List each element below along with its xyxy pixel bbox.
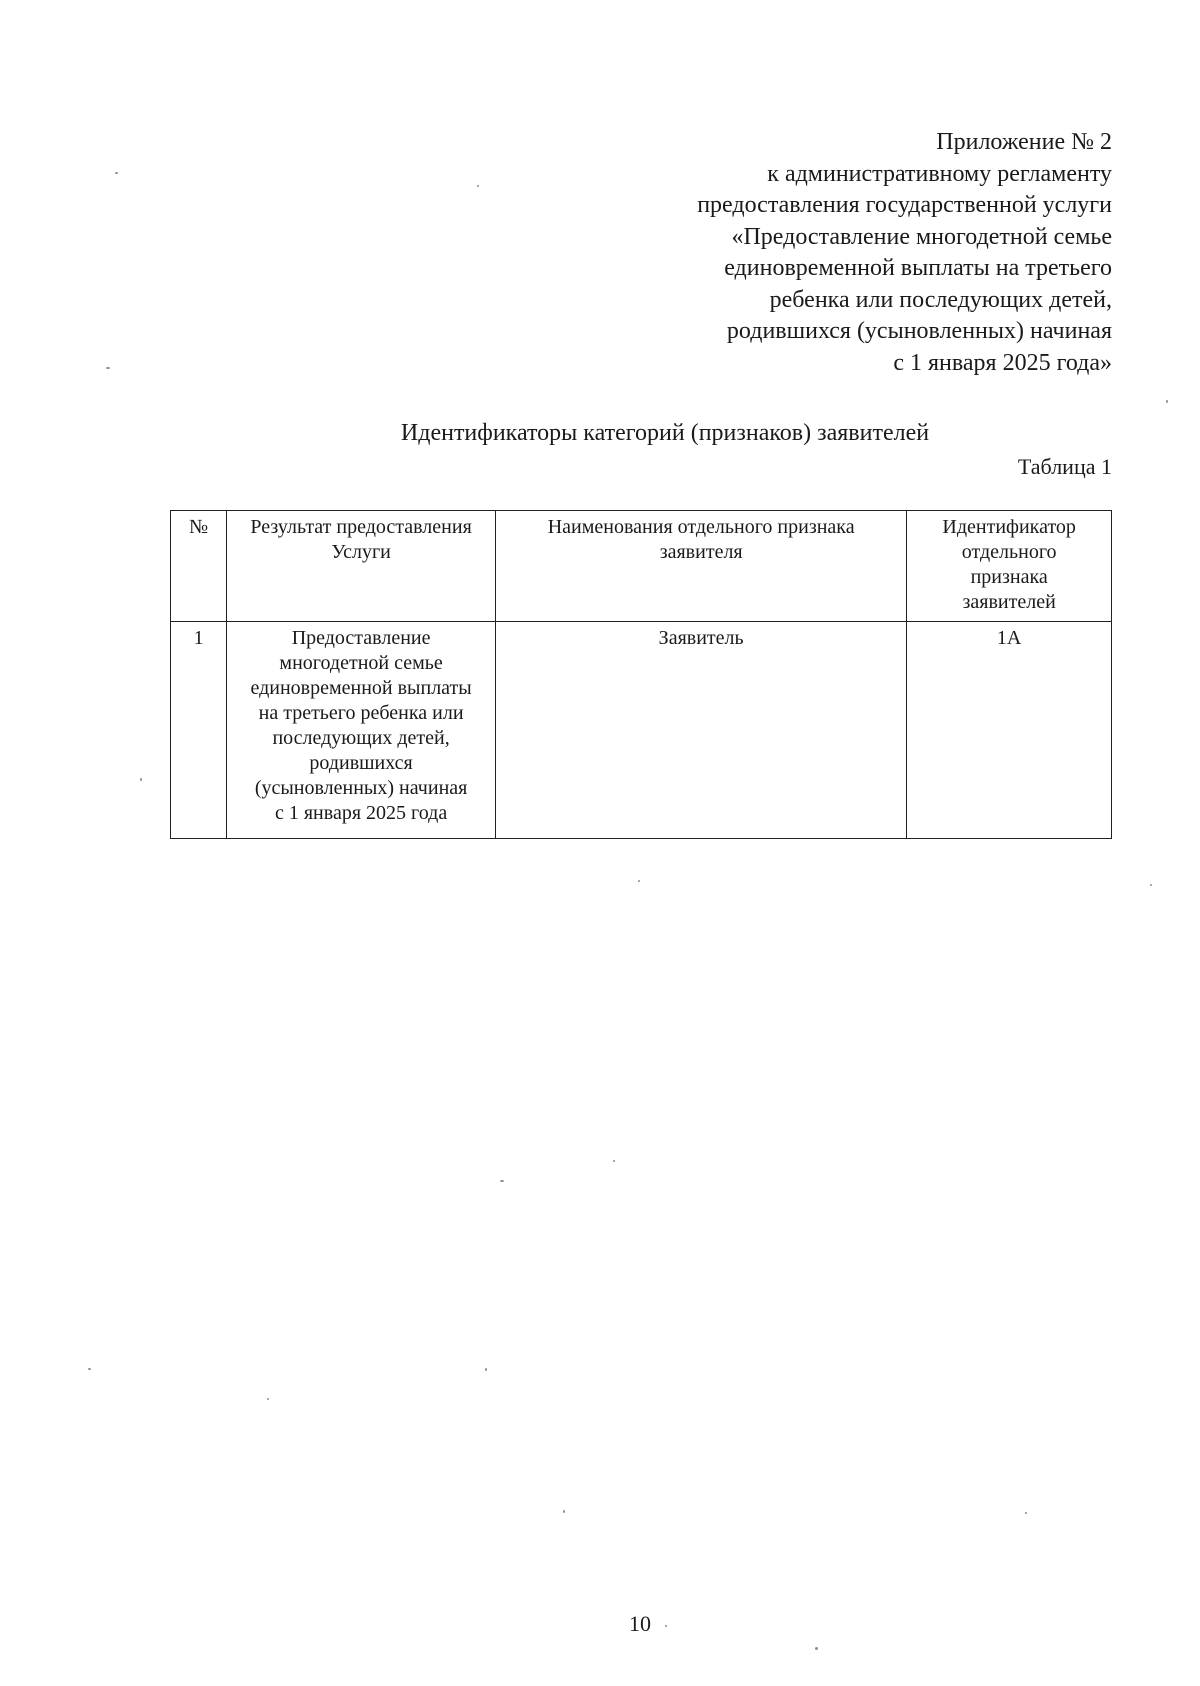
appendix-line: к административному регламенту — [767, 160, 1112, 187]
table-header-row — [171, 511, 1112, 622]
scan-speck — [267, 1398, 269, 1400]
scan-speck — [638, 880, 640, 882]
scan-speck — [115, 172, 118, 174]
scan-speck — [1166, 400, 1168, 403]
page-number: 10 — [629, 1611, 651, 1636]
header-number: № — [171, 511, 227, 622]
scan-speck — [815, 1647, 818, 1650]
scan-speck — [477, 185, 479, 187]
cell-attribute-name: Заявитель — [496, 622, 907, 839]
appendix-line: родившихся (усыновленных) начиная — [726, 318, 1112, 344]
scan-speck — [665, 1625, 667, 1627]
appendix-line: ребенка или последующих детей, — [769, 286, 1112, 313]
header-service-result: Результат предоставления Услуги — [227, 511, 496, 622]
cell-service-result: Предоставление многодетной семье единовременной выплаты на третьего ребенка или последующих детей, родившихся (усыновленных) начиная с 1 января 2025 года — [227, 622, 496, 839]
appendix-line: с 1 января 2025 года» — [893, 349, 1112, 376]
scan-speck — [106, 367, 110, 369]
table-label: Таблица 1 — [1017, 454, 1112, 479]
scan-speck — [1150, 884, 1152, 886]
header-attribute-name: Наименования отдельного признака заявителя — [496, 511, 907, 622]
scan-speck — [485, 1368, 487, 1371]
appendix-line: «Предоставление многодетной семье — [731, 223, 1112, 250]
document-title: Идентификаторы категорий (признаков) заявителей — [400, 420, 930, 446]
scan-speck — [88, 1368, 91, 1370]
table-row — [171, 622, 1112, 839]
appendix-line: предоставления государственной услуги — [697, 192, 1112, 218]
appendix-line: Приложение № 2 — [936, 129, 1112, 155]
appendix-line: единовременной выплаты на третьего — [724, 255, 1112, 281]
scan-speck — [563, 1510, 565, 1513]
cell-number: 1 — [171, 622, 227, 839]
scan-speck — [1025, 1512, 1027, 1514]
cell-attribute-id: 1А — [907, 622, 1112, 839]
appendix-header — [552, 127, 1112, 379]
identifiers-table — [170, 510, 1112, 839]
scan-speck — [140, 778, 142, 781]
scan-speck — [613, 1160, 615, 1162]
header-attribute-id: Идентификатор отдельного признака заявителей — [907, 511, 1112, 622]
scan-speck — [500, 1180, 504, 1182]
